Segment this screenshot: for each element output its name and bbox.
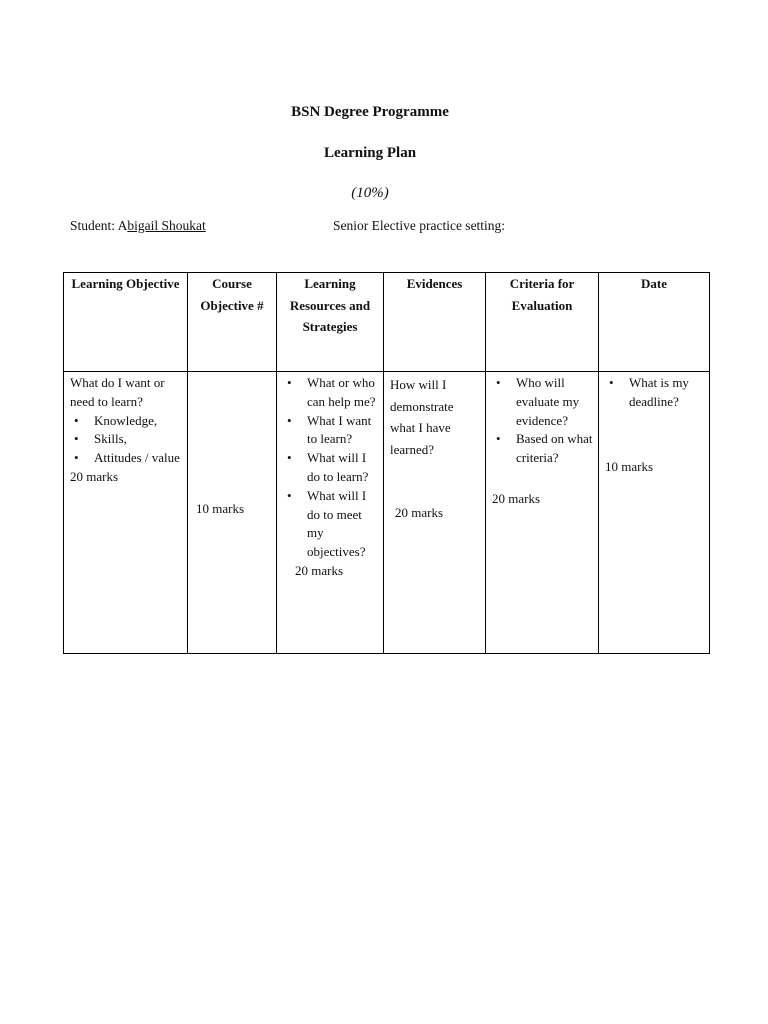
column-header: Learning Objective	[64, 273, 188, 372]
student-line	[70, 218, 206, 234]
column-header: Date	[599, 273, 710, 372]
practice-setting-label: Senior Elective practice setting:	[333, 218, 506, 233]
marks-label: 20 marks	[70, 468, 119, 484]
cell-learning-objective	[64, 372, 188, 654]
bullet-list	[70, 412, 183, 468]
list-item: • What will I do to meet my objectives?	[283, 487, 379, 562]
student-label: Student:	[70, 218, 116, 233]
cell-resources	[277, 372, 384, 654]
table-row	[64, 372, 710, 654]
list-item: • Knowledge,	[70, 412, 183, 431]
list-item: • Based on what criteria?	[492, 430, 594, 468]
student-name: bigail Shoukat	[127, 218, 206, 233]
column-header: Criteria for Evaluation	[486, 273, 599, 372]
cell-date	[599, 372, 710, 654]
table-header-row	[64, 273, 710, 372]
list-item: • What is my deadline?	[605, 374, 705, 412]
student-name-initial: A	[117, 218, 128, 233]
learning-plan-table	[63, 272, 710, 654]
marks-label: 20 marks	[395, 505, 444, 520]
cell-question: What do I want or need to learn?	[70, 375, 165, 409]
cell-question: How will I demonstrate what I have learned?	[390, 377, 454, 457]
marks-label: 10 marks	[196, 501, 245, 516]
marks-label: 10 marks	[605, 458, 654, 474]
list-item: • Attitudes / value	[70, 449, 183, 468]
list-item: • What I want to learn?	[283, 412, 379, 450]
cell-course-objective	[188, 372, 277, 654]
column-header: Evidences	[384, 273, 486, 372]
column-header: Course Objective #	[188, 273, 277, 372]
cell-criteria	[486, 372, 599, 654]
bullet-list	[283, 374, 379, 562]
list-item: • Skills,	[70, 430, 183, 449]
document-subtitle: Learning Plan	[323, 145, 417, 161]
document-title: BSN Degree Programme	[291, 104, 449, 120]
marks-label: 20 marks	[295, 562, 344, 578]
weight-percent: (10%)	[351, 185, 389, 201]
bullet-list	[492, 374, 594, 468]
bullet-list	[605, 374, 705, 412]
list-item: • Who will evaluate my evidence?	[492, 374, 594, 430]
cell-evidences	[384, 372, 486, 654]
list-item: • What or who can help me?	[283, 374, 379, 412]
marks-label: 20 marks	[492, 490, 541, 506]
column-header: Learning Resources and Strategies	[277, 273, 384, 372]
list-item: • What will I do to learn?	[283, 449, 379, 487]
